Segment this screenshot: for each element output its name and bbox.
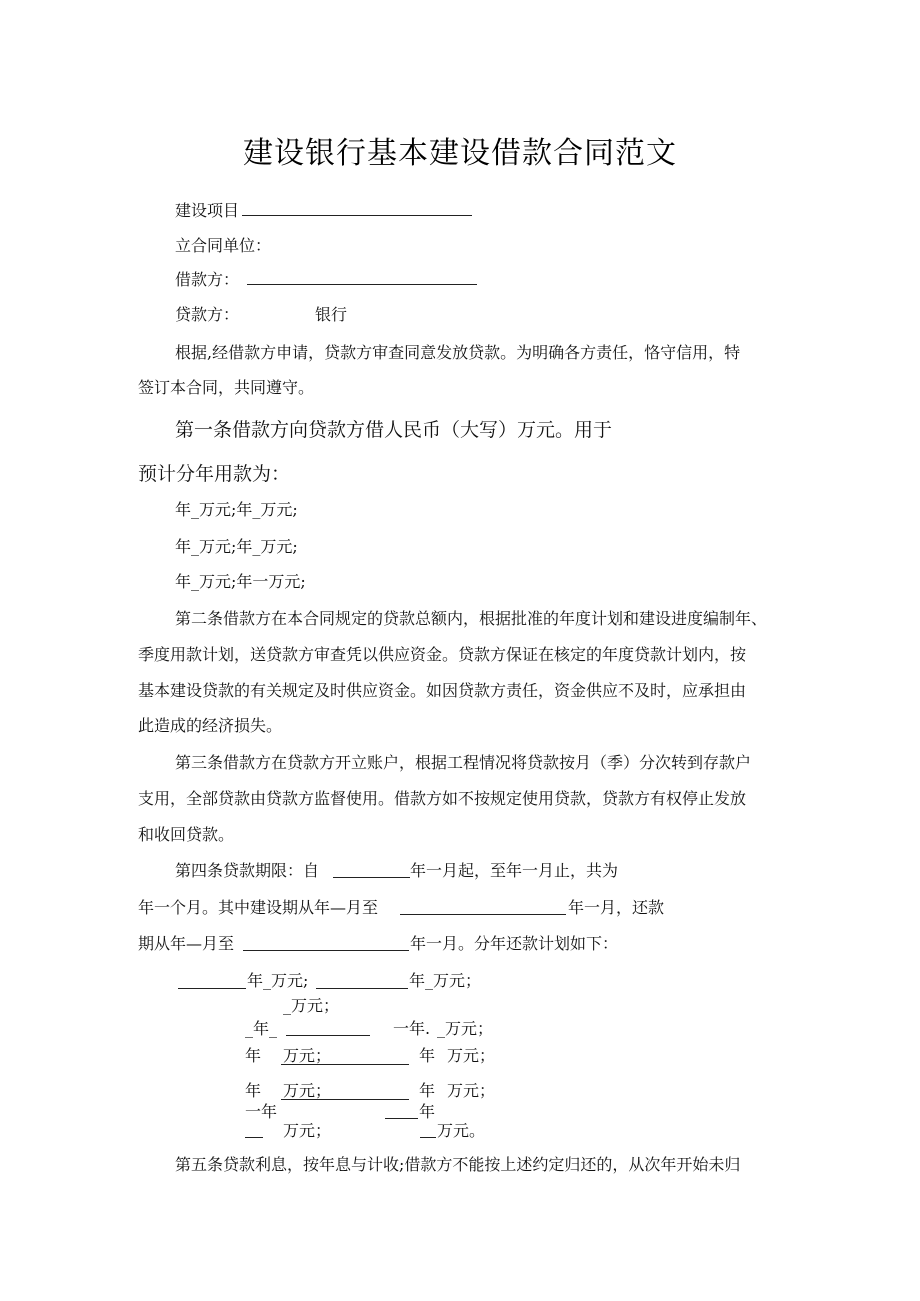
repay-5b: 万元； — [283, 1081, 332, 1100]
repay-5d: 万元； — [447, 1081, 496, 1100]
schedule-line-2: 年_万元;年_万元; — [175, 537, 298, 556]
project-field — [175, 201, 472, 221]
article3-line-2: 支用，全部贷款由贷款方监督使用。借款方如不按规定使用贷款，贷款方有权停止发放 — [138, 789, 747, 808]
repay-5a: 年 — [245, 1081, 262, 1100]
repay-6b: 年 — [419, 1102, 436, 1121]
article4-line-2b: 年一月，还款 — [568, 898, 665, 917]
schedule-line-3: 年_万元;年一万元; — [175, 572, 306, 591]
article1-line-2: 预计分年用款为： — [138, 463, 291, 485]
article5-line-1: 第五条贷款利息，按年息与计收;借款方不能按上述约定归还的，从次年开始未归 — [175, 1155, 741, 1174]
contract-unit-label: 立合同单位： — [175, 236, 272, 255]
schedule-line-1: 年_万元;年_万元; — [175, 500, 298, 519]
repay-6a: 一年 — [245, 1102, 278, 1121]
article4-line-1b: 年一月起，至年一月止，共为 — [410, 861, 619, 880]
repay-2: _万元； — [283, 996, 340, 1015]
lender-label: 贷款方： — [175, 305, 240, 324]
repay-7a: 万元； — [283, 1121, 332, 1140]
repay-3b: 一年. — [393, 1019, 431, 1038]
article4-blank-1 — [333, 877, 410, 878]
repay-3a: _年_ — [245, 1019, 278, 1038]
article3-line-3: 和收回贷款。 — [138, 825, 235, 844]
repay-blank-1 — [178, 988, 246, 989]
project-label: 建设项目 — [175, 201, 240, 220]
article4-blank-2 — [400, 914, 566, 915]
article4-line-3a: 期从年—月至 — [138, 934, 235, 953]
document-title: 建设银行基本建设借款合同范文 — [243, 136, 677, 171]
lender-bank: 银行 — [315, 305, 348, 324]
repay-7b: 万元。 — [437, 1121, 486, 1140]
article4-line-2a: 年一个月。其中建设期从年—月至 — [138, 898, 379, 917]
article4-line-1a: 第四条贷款期限：自 — [175, 861, 320, 880]
repay-blank-7 — [245, 1137, 263, 1138]
article3-line-1: 第三条借款方在贷款方开立账户，根据工程情况将贷款按月（季）分次转到存款户 — [175, 753, 752, 772]
borrower-label: 借款方： — [175, 270, 240, 289]
article2-line-4: 此造成的经济损失。 — [138, 716, 283, 735]
repay-5c: 年 — [419, 1081, 436, 1100]
repay-4b: 万元； — [283, 1046, 332, 1065]
article2-line-2: 季度用款计划，送贷款方审查凭以供应资金。贷款方保证在核定的年度贷款计划内，按 — [138, 645, 747, 664]
repay-3c: _万元； — [437, 1019, 494, 1038]
borrower-blank — [247, 270, 477, 285]
repay-blank-3 — [286, 1035, 370, 1036]
article1-line-1: 第一条借款方向贷款方借人民币（大写）万元。用于 — [175, 419, 613, 441]
repay-4a: 年 — [245, 1046, 262, 1065]
repay-blank-4 — [281, 1064, 409, 1065]
borrower-field — [175, 270, 477, 290]
article2-line-3: 基本建设贷款的有关规定及时供应资金。如因贷款方责任，资金供应不及时，应承担由 — [138, 681, 747, 700]
project-blank — [242, 201, 472, 216]
intro-line-2: 签订本合同，共同遵守。 — [138, 378, 315, 397]
article2-line-1: 第二条借款方在本合同规定的贷款总额内，根据批准的年度计划和建设进度编制年、 — [175, 609, 768, 628]
intro-line-1: 根据,经借款方申请，贷款方审查同意发放贷款。为明确各方责任，恪守信用，特 — [175, 343, 741, 362]
repay-blank-2 — [316, 988, 408, 989]
repay-1a: 年_万元; — [247, 971, 309, 990]
repay-1b: 年_万元； — [409, 971, 482, 990]
repay-blank-6 — [385, 1118, 418, 1119]
article4-blank-3 — [243, 950, 409, 951]
repay-4d: 万元； — [447, 1046, 496, 1065]
repay-4c: 年 — [419, 1046, 436, 1065]
repay-blank-5 — [281, 1099, 409, 1100]
repay-blank-8 — [420, 1137, 436, 1138]
article4-line-3b: 年一月。分年还款计划如下： — [410, 934, 619, 953]
